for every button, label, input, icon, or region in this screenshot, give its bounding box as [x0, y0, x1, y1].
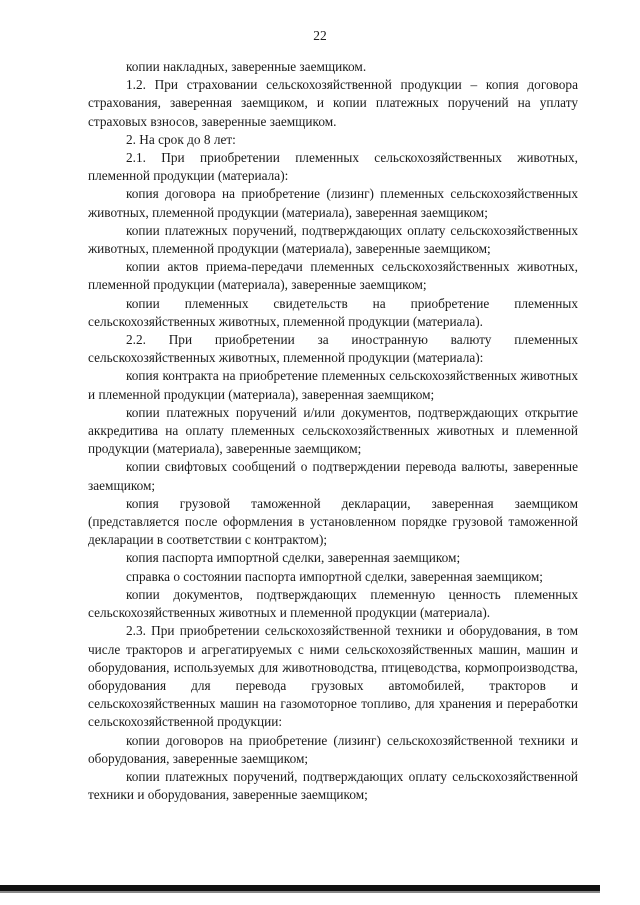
document-body [88, 58, 578, 804]
paragraph: 2.3. При приобретении сельскохозяйственной техники и оборудования, в том числе тракторов и агрегатируемых с ними сельскохозяйственных машин, машин и оборудования, используемых для животноводства, птицеводства, кормопроизводства, оборудования для перевода грузовых автомобилей, тракторов и сельскохозяйственных машин на газомоторное топливо, для хранения и переработки сельскохозяйственной продукции: [88, 623, 578, 730]
paragraph: копии актов приема-передачи племенных сельскохозяйственных животных, племенной продукции (материала), заверенные заемщиком; [88, 259, 578, 293]
paragraph: копия договора на приобретение (лизинг) племенных сельскохозяйственных животных, племенной продукции (материала), заверенная заемщиком; [88, 186, 578, 220]
paragraph: 2.1. При приобретении племенных сельскохозяйственных животных, племенной продукции (материала): [88, 150, 578, 184]
paragraph: копии платежных поручений, подтверждающих оплату сельскохозяйственных животных, племенной продукции (материала), заверенные заемщиком; [88, 222, 578, 257]
paragraph: копии договоров на приобретение (лизинг) сельскохозяйственной техники и оборудования, заверенные заемщиком; [88, 732, 578, 766]
page-number: 22 [313, 28, 327, 43]
paragraph: копии платежных поручений, подтверждающих оплату сельскохозяйственной техники и оборудования, заверенные заемщиком; [88, 768, 578, 803]
paragraph: копии свифтовых сообщений о подтверждении перевода валюты, заверенные заемщиком; [88, 459, 578, 493]
scan-bottom-edge-shadow [0, 891, 600, 893]
paragraph: копии племенных свидетельств на приобретение племенных сельскохозяйственных животных, племенной продукции (материала). [88, 295, 578, 329]
paragraph: справка о состоянии паспорта импортной сделки, заверенная заемщиком; [126, 568, 543, 584]
paragraph: копии накладных, заверенные заемщиком. [126, 59, 367, 74]
paragraph: 2.2. При приобретении за иностранную валюту племенных сельскохозяйственных животных, племенной продукции (материала): [88, 332, 578, 366]
paragraph: копия контракта на приобретение племенных сельскохозяйственных животных и племенной продукции (материала), заверенная заемщиком; [88, 368, 578, 402]
paragraph: копия паспорта импортной сделки, заверенная заемщиком; [126, 550, 461, 566]
paragraph: копии документов, подтверждающих племенную ценность племенных сельскохозяйственных животных и племенной продукции (материала). [88, 586, 578, 621]
paragraph: копия грузовой таможенной декларации, заверенная заемщиком (представляется после оформления в установленном порядке грузовой таможенной декларации в соответствии с контрактом); [88, 495, 578, 548]
paragraph: 1.2. При страховании сельскохозяйственной продукции – копия договора страхования, заверенная заемщиком, и копии платежных поручений на уплату страховых взносов, заверенные заемщиком. [88, 77, 578, 129]
paragraph: 2. На срок до 8 лет: [126, 131, 236, 147]
paragraph: копии платежных поручений и/или документов, подтверждающих открытие аккредитива на оплату племенных сельскохозяйственных животных и племенной продукции (материала), заверенные заемщиком; [88, 404, 578, 457]
